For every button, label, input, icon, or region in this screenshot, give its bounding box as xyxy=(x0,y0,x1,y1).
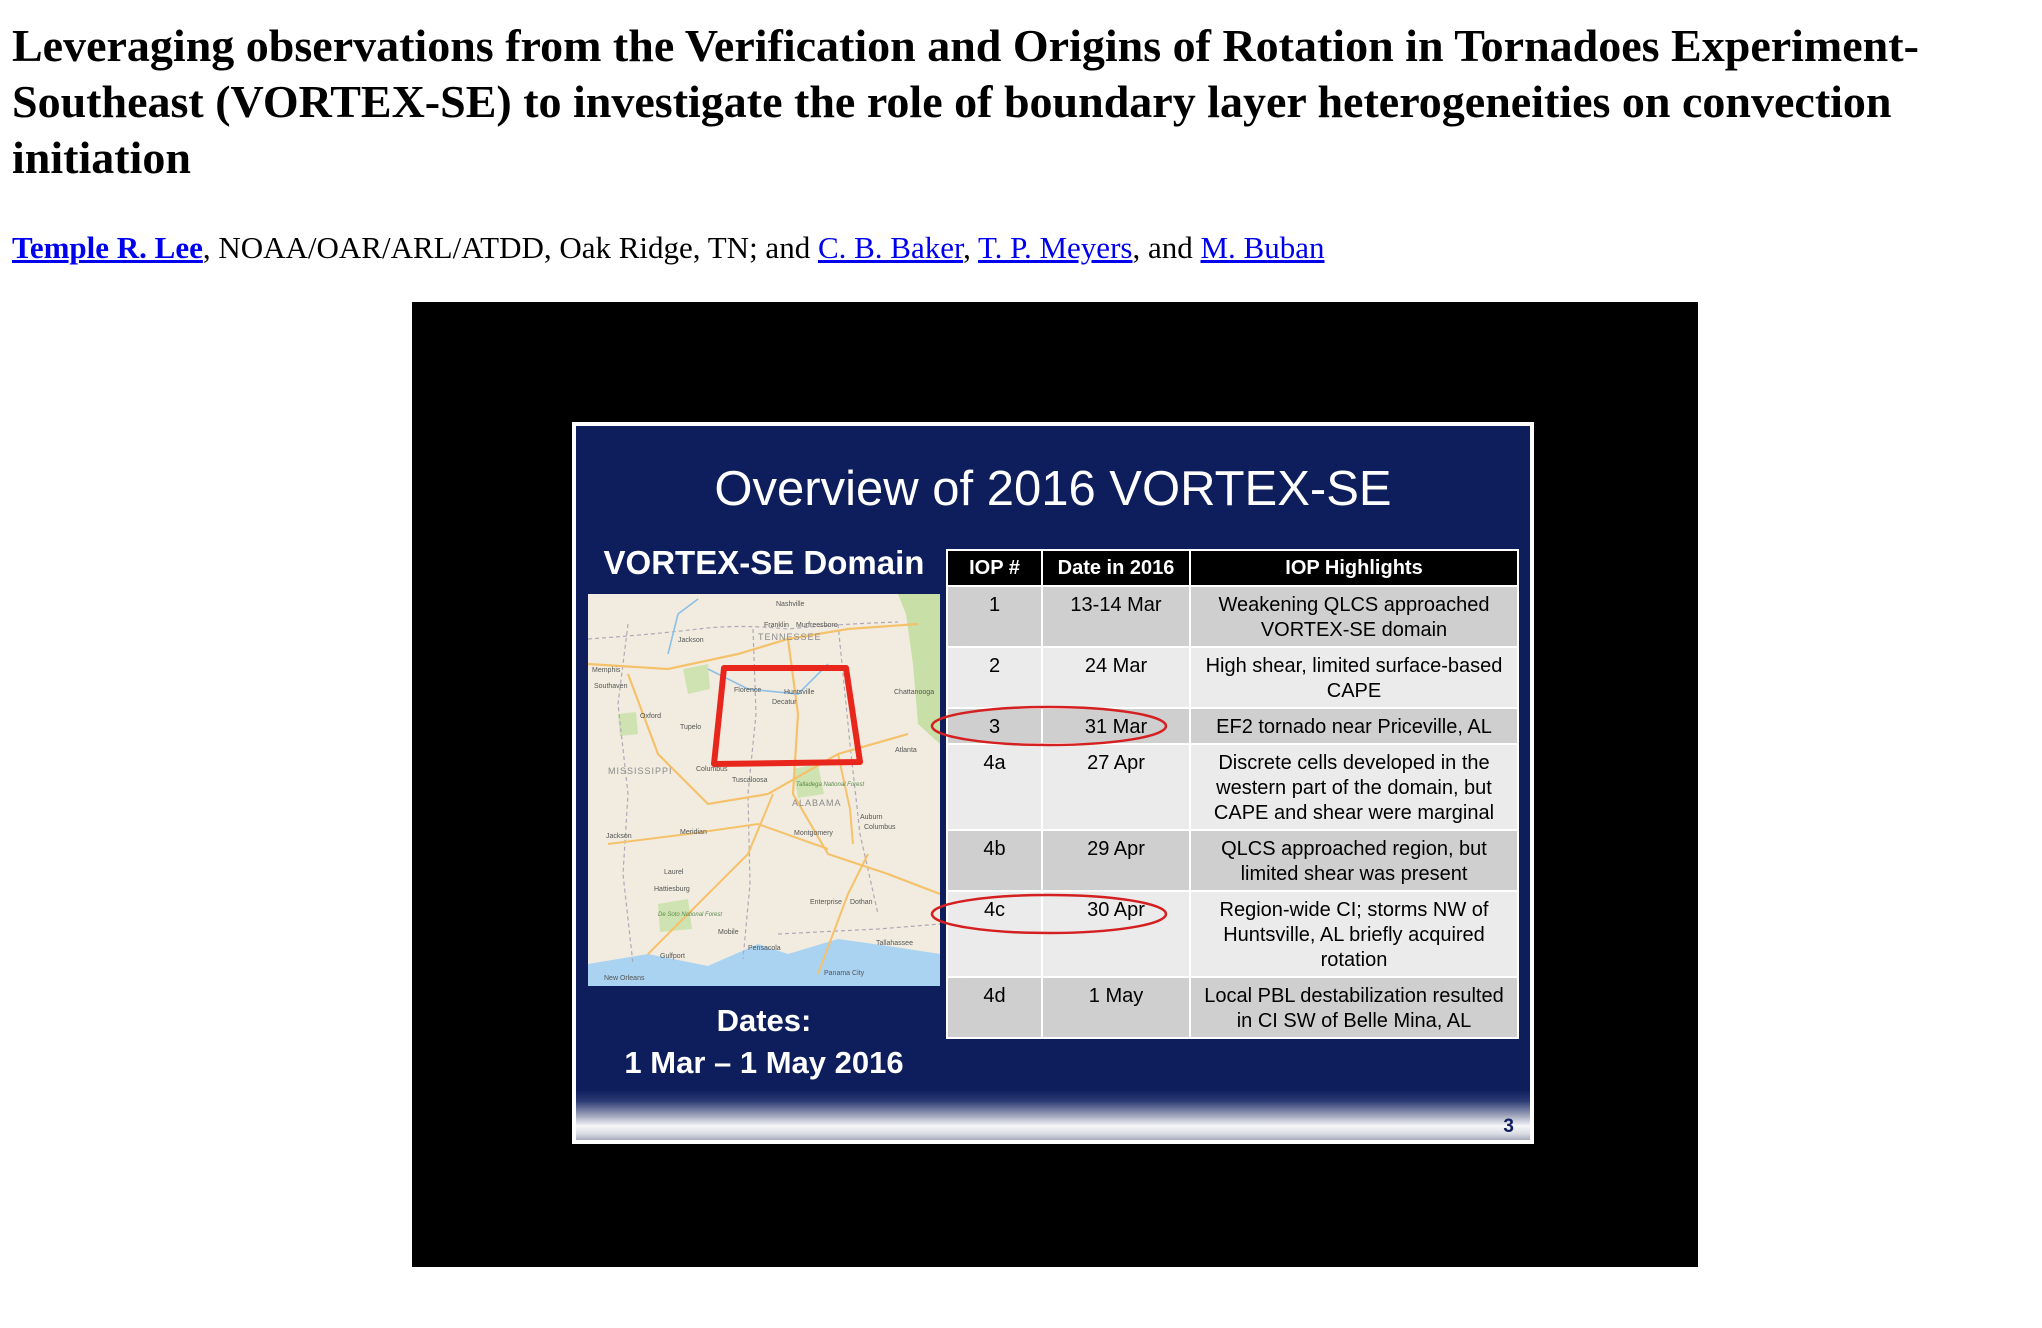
column-header-date: Date in 2016 xyxy=(1042,550,1190,586)
map-label-meridian: Meridian xyxy=(680,829,707,836)
table-row xyxy=(947,708,1518,744)
cell-highlight: Local PBL destabilization resulted in CI SW of Belle Mina, AL xyxy=(1190,977,1518,1038)
cell-iop: 1 xyxy=(947,586,1042,647)
table-row xyxy=(947,744,1518,830)
column-header-highlights: IOP Highlights xyxy=(1190,550,1518,586)
map-label-gulfport: Gulfport xyxy=(660,953,685,960)
map-label-oxford: Oxford xyxy=(640,713,662,720)
slide xyxy=(572,422,1534,1144)
iop-table xyxy=(946,549,1519,1039)
map-label-auburn: Auburn xyxy=(860,814,883,821)
map-label-jackson-tn: Jackson xyxy=(678,637,704,644)
cell-highlight: Region-wide CI; storms NW of Huntsville, AL briefly acquired rotation xyxy=(1190,891,1518,977)
cell-date: 27 Apr xyxy=(1042,744,1190,830)
map-label-tennessee: TENNESSEE xyxy=(758,632,822,642)
domain-map xyxy=(588,594,940,986)
cell-iop: 3 xyxy=(947,708,1042,744)
map-label-mobile: Mobile xyxy=(718,929,739,936)
map-label-mississippi: MISSISSIPPI xyxy=(608,766,673,776)
map-label-murfreesboro: Murfreesboro xyxy=(796,622,838,629)
cell-highlight: QLCS approached region, but limited shear was present xyxy=(1190,830,1518,891)
cell-date: 30 Apr xyxy=(1042,891,1190,977)
map-label-montgomery: Montgomery xyxy=(794,830,833,837)
table-row xyxy=(947,586,1518,647)
table-row xyxy=(947,647,1518,708)
map-label-hattiesburg: Hattiesburg xyxy=(654,886,690,893)
map-forest-area xyxy=(618,712,638,736)
slide-page-number: 3 xyxy=(1503,1116,1514,1137)
cell-date: 29 Apr xyxy=(1042,830,1190,891)
map-label-tallahassee: Tallahassee xyxy=(876,940,913,947)
map-label-desoto: De Soto National Forest xyxy=(658,912,723,918)
map-label-franklin: Franklin xyxy=(764,622,789,629)
dates-label: Dates: xyxy=(716,1003,812,1038)
map-label-laurel: Laurel xyxy=(664,869,684,876)
cell-highlight: Weakening QLCS approached VORTEX-SE domain xyxy=(1190,586,1518,647)
cell-highlight: Discrete cells developed in the western part of the domain, but CAPE and shear were marginal xyxy=(1190,744,1518,830)
author-link-meyers[interactable]: T. P. Meyers xyxy=(978,230,1133,265)
map-label-columbus: Columbus xyxy=(696,766,728,773)
slide-title: Overview of 2016 VORTEX-SE xyxy=(714,462,1392,516)
author-link-baker[interactable]: C. B. Baker xyxy=(817,230,964,265)
map-land xyxy=(588,594,940,986)
dates-value: 1 Mar – 1 May 2016 xyxy=(624,1045,904,1080)
table-row xyxy=(947,977,1518,1038)
cell-highlight: High shear, limited surface-based CAPE xyxy=(1190,647,1518,708)
author-link-buban[interactable]: M. Buban xyxy=(1200,230,1325,265)
cell-iop: 4a xyxy=(947,744,1042,830)
map-label-atlanta: Atlanta xyxy=(895,747,917,754)
domain-heading: VORTEX-SE Domain xyxy=(603,544,925,581)
cell-date: 31 Mar xyxy=(1042,708,1190,744)
table-header-row xyxy=(947,550,1518,586)
map-label-talladega: Talladega National Forest xyxy=(796,782,865,788)
slide-footer-band xyxy=(576,1090,1530,1140)
map-label-chattanooga: Chattanooga xyxy=(894,689,935,696)
cell-date: 1 May xyxy=(1042,977,1190,1038)
author-separator: , and xyxy=(1132,230,1201,265)
table-row xyxy=(947,891,1518,977)
map-label-florence: Florence xyxy=(734,687,762,694)
map-label-dothan: Dothan xyxy=(850,899,873,906)
map-label-tuscaloosa: Tuscaloosa xyxy=(732,777,768,784)
map-label-huntsville: Huntsville xyxy=(784,689,815,696)
author-affiliation: , NOAA/OAR/ARL/ATDD, Oak Ridge, TN; and xyxy=(202,230,818,265)
table-row xyxy=(947,830,1518,891)
map-label-decatur: Decatur xyxy=(772,699,797,706)
cell-highlight: EF2 tornado near Priceville, AL xyxy=(1190,708,1518,744)
map-label-tupelo: Tupelo xyxy=(680,724,702,731)
cell-iop: 4c xyxy=(947,891,1042,977)
map-label-new-orleans: New Orleans xyxy=(604,975,645,982)
map-label-enterprise: Enterprise xyxy=(810,899,842,906)
map-label-jackson-ms: Jackson xyxy=(606,833,632,840)
map-label-panama-city: Panama City xyxy=(824,970,865,977)
column-header-iop: IOP # xyxy=(947,550,1042,586)
cell-iop: 4d xyxy=(947,977,1042,1038)
author-line xyxy=(12,228,1324,268)
slide-content xyxy=(576,426,1530,1140)
map-label-memphis: Memphis xyxy=(592,667,621,674)
page-title: Leveraging observations from the Verification and Origins of Rotation in Tornadoes Experiment-Southeast (VORTEX-SE) to investigate the role of boundary layer heterogeneities on convection initiation xyxy=(12,20,1919,183)
map-label-nashville: Nashville xyxy=(776,601,805,608)
author-separator: , xyxy=(963,230,979,265)
dates-block xyxy=(578,1000,950,1084)
cell-iop: 2 xyxy=(947,647,1042,708)
map-label-pensacola: Pensacola xyxy=(748,945,781,952)
cell-date: 13-14 Mar xyxy=(1042,586,1190,647)
map-label-southaven: Southaven xyxy=(594,683,628,690)
cell-date: 24 Mar xyxy=(1042,647,1190,708)
author-link-temple-lee[interactable]: Temple R. Lee xyxy=(12,230,203,265)
map-label-alabama: ALABAMA xyxy=(792,798,842,808)
cell-iop: 4b xyxy=(947,830,1042,891)
map-label-columbus-ga: Columbus xyxy=(864,824,896,831)
